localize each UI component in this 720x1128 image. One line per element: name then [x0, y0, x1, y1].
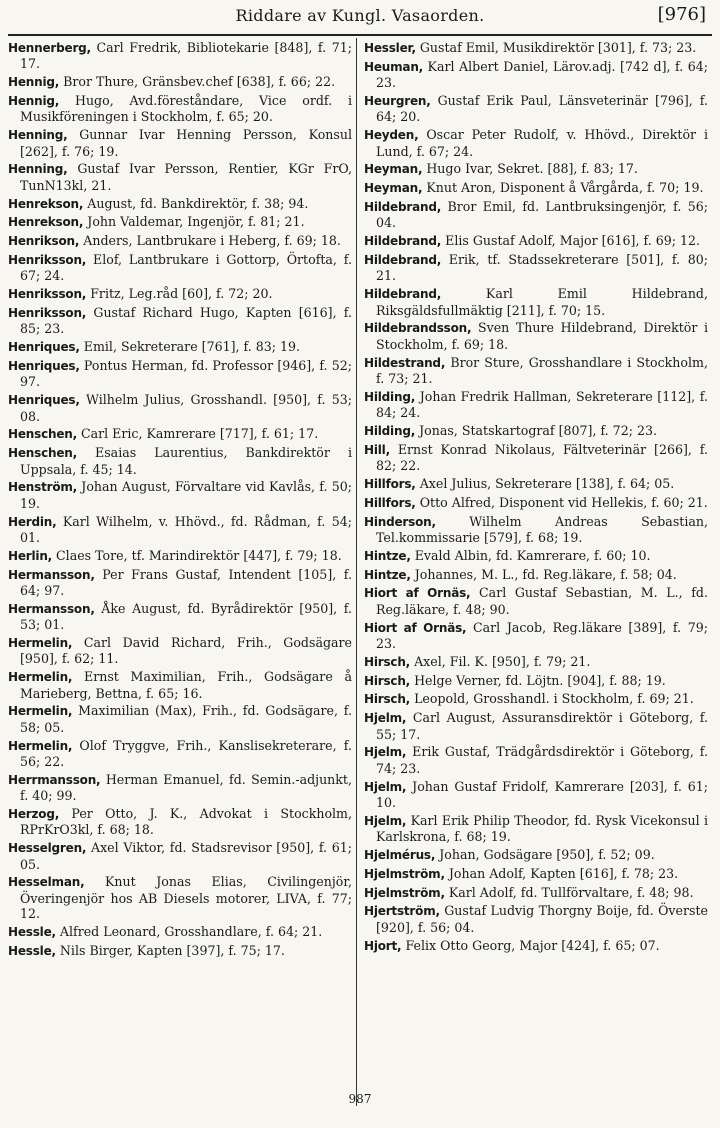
entry-details: Axel Julius, Sekreterare [138], f. 64; 05.: [419, 476, 675, 492]
register-entry: [364, 442, 708, 474]
register-entry: [364, 127, 708, 159]
register-entry: [364, 673, 708, 689]
register-entry: [8, 943, 352, 959]
entry-surname: Henriques,: [8, 359, 80, 373]
register-entry: [8, 233, 352, 249]
register-entry: [8, 161, 352, 193]
register-entry: [364, 495, 708, 511]
entry-surname: Hessler,: [364, 41, 416, 55]
entry-surname: Hermelin,: [8, 704, 73, 719]
register-entry: [364, 320, 708, 352]
register-entry: [364, 620, 708, 652]
entry-details: Sven Thure Hildebrand, Direktör i Stockholm, f. 69; 18.: [376, 320, 708, 352]
entry-surname: Henrekson,: [8, 196, 84, 211]
entry-details: Carl Gustaf Sebastian, M. L., fd. Reg.läkare, f. 48; 90.: [376, 585, 708, 617]
register-entry: [364, 389, 708, 421]
entry-details: Wilhelm Julius, Grosshandl. [950], f. 53; 08.: [20, 392, 352, 424]
entry-details: Pontus Herman, fd. Professor [946], f. 52; 97.: [20, 358, 352, 390]
register-entry: [8, 93, 352, 125]
register-entry: [364, 355, 708, 387]
entry-details: Ernst Konrad Nikolaus, Fältveterinär [266], f. 82; 22.: [376, 441, 708, 474]
register-entry: [364, 59, 708, 91]
entry-surname: Henriksson,: [8, 287, 87, 302]
register-entry: [364, 779, 708, 811]
entry-surname: Henriksson,: [8, 306, 87, 320]
entry-surname: Hennig,: [8, 75, 60, 90]
entry-details: August, fd. Bankdirektör, f. 38; 94.: [87, 195, 309, 211]
entry-details: Bror Thure, Gränsbev.chef [638], f. 66; 22.: [63, 74, 336, 90]
register-entry: [364, 813, 708, 845]
entry-details: Carl Eric, Kamrerare [717], f. 61; 17.: [80, 426, 319, 442]
entry-details: Gustaf Richard Hugo, Kapten [616], f. 85; 23.: [20, 305, 352, 337]
entry-surname: Henschen,: [8, 446, 77, 461]
entry-surname: Hinderson,: [364, 514, 436, 529]
register-entry: [8, 445, 352, 477]
register-entry: [8, 635, 352, 667]
entry-details: Karl Wilhelm, v. Hhövd., fd. Rådman, f. 54; 01.: [20, 513, 352, 546]
entry-surname: Heyman,: [364, 162, 423, 177]
entry-surname: Hintze,: [364, 548, 411, 563]
entry-details: Åke August, fd. Byrådirektör [950], f. 53; 01.: [20, 600, 352, 633]
entry-details: Elof, Lantbrukare i Gottorp, Örtofta, f. 67; 24.: [20, 252, 352, 284]
entry-details: Gustaf Erik Paul, Länsveterinär [796], f. 64; 20.: [376, 93, 708, 125]
register-entry: [8, 924, 352, 940]
entry-details: Knut Aron, Disponent å Vårgårda, f. 70; 19.: [426, 180, 704, 196]
entry-surname: Hjelmström,: [364, 866, 445, 881]
entry-surname: Hildebrand,: [364, 253, 442, 267]
entry-details: Per Frans Gustaf, Intendent [105], f. 64; 97.: [20, 566, 352, 599]
entry-details: John Valdemar, Ingenjör, f. 81; 21.: [87, 214, 305, 230]
entry-surname: Hennig,: [8, 94, 60, 108]
register-entry: [8, 214, 352, 230]
entry-details: Erik, tf. Stadssekreterare [501], f. 80; 21.: [376, 252, 708, 284]
entry-details: Helge Verner, fd. Löjtn. [904], f. 88; 19.: [414, 672, 666, 688]
entry-details: Johan Gustaf Fridolf, Kamrerare [203], f. 61; 10.: [376, 778, 708, 811]
entry-surname: Hillfors,: [364, 477, 416, 492]
entry-surname: Hessle,: [8, 943, 56, 958]
register-entry: [8, 392, 352, 424]
register-entry: [8, 703, 352, 735]
entry-surname: Hesselgren,: [8, 841, 87, 856]
entry-surname: Hirsch,: [364, 692, 411, 707]
entry-details: Hugo, Avd.föreståndare, Vice ordf. i Musikföreningen i Stockholm, f. 65; 20.: [20, 93, 352, 125]
entry-details: Anders, Lantbrukare i Heberg, f. 69; 18.: [83, 233, 341, 249]
entry-details: Johan, Godsägare [950], f. 52; 09.: [439, 847, 655, 863]
entry-surname: Hjertström,: [364, 904, 440, 919]
header-rule: [8, 34, 712, 36]
entry-details: Felix Otto Georg, Major [424], f. 65; 07.: [405, 937, 660, 953]
entry-details: Johan Fredrik Hallman, Sekreterare [112], f. 84; 24.: [376, 388, 708, 421]
entry-surname: Hilding,: [364, 424, 416, 439]
entry-details: Karl Emil Hildebrand, Riksgäldsfullmäktig [211], f. 70; 15.: [376, 286, 708, 318]
entry-surname: Hjelm,: [364, 711, 407, 726]
register-entry: [8, 806, 352, 838]
right-column: [364, 40, 708, 956]
entry-surname: Hintze,: [364, 567, 411, 582]
entry-surname: Hjelm,: [364, 745, 407, 760]
entry-details: Evald Albin, fd. Kamrerare, f. 60; 10.: [414, 547, 651, 563]
register-entry: [364, 548, 708, 564]
entry-details: Gustaf Ivar Persson, Rentier, KGr FrO, TunN13kl, 21.: [20, 161, 352, 193]
entry-surname: Hiort af Ornäs,: [364, 620, 467, 635]
entry-surname: Hillfors,: [364, 495, 416, 510]
register-entry: [364, 744, 708, 776]
entry-details: Erik Gustaf, Trädgårdsdirektör i Göteborg, f. 74; 23.: [376, 744, 708, 776]
register-entry: [8, 514, 352, 546]
register-entry: [8, 479, 352, 511]
entry-details: Johan Adolf, Kapten [616], f. 78; 23.: [448, 865, 679, 881]
entry-surname: Henschen,: [8, 427, 77, 442]
entry-details: Bror Emil, fd. Lantbruksingenjör, f. 56; 04.: [376, 199, 708, 231]
entry-details: Gustaf Ludvig Thorgny Boije, fd. Överste [920], f. 56; 04.: [376, 903, 708, 935]
register-entry: [364, 161, 708, 177]
entry-surname: Hirsch,: [364, 654, 411, 669]
register-entry: [8, 286, 352, 302]
register-entry: [364, 514, 708, 546]
entry-details: Maximilian (Max), Frih., fd. Godsägare, f. 58; 05.: [20, 703, 352, 735]
register-entry: [364, 847, 708, 863]
entry-surname: Hildestrand,: [364, 355, 446, 370]
column-divider: [356, 38, 357, 1106]
entry-details: Ernst Maximilian, Frih., Godsägare å Marieberg, Bettna, f. 65; 16.: [20, 669, 352, 701]
register-entry: [8, 339, 352, 355]
entry-details: Carl David Richard, Frih., Godsägare [950], f. 62; 11.: [20, 635, 353, 667]
register-entry: [364, 252, 708, 284]
register-entry: [8, 669, 352, 701]
entry-surname: Hildebrandsson,: [364, 321, 472, 336]
entry-details: Oscar Peter Rudolf, v. Hhövd., Direktör i Lund, f. 67; 24.: [376, 127, 708, 159]
entry-details: Alfred Leonard, Grosshandlare, f. 64; 21.: [59, 924, 323, 940]
entry-details: Elis Gustaf Adolf, Major [616], f. 69; 12.: [445, 233, 700, 249]
entry-details: Esaias Laurentius, Bankdirektör i Uppsala, f. 45; 14.: [20, 445, 352, 477]
entry-details: Axel Viktor, fd. Stadsrevisor [950], f. 61; 05.: [20, 840, 352, 872]
entry-surname: Hermelin,: [8, 738, 73, 753]
entry-surname: Hirsch,: [364, 673, 411, 688]
register-entry: [364, 938, 708, 954]
register-entry: [8, 601, 352, 633]
entry-details: Johannes, M. L., fd. Reg.läkare, f. 58; 04.: [414, 566, 677, 582]
entry-surname: Hiort af Ornäs,: [364, 586, 471, 601]
register-entry: [8, 305, 352, 337]
entry-surname: Heurgren,: [364, 94, 431, 108]
register-entry: [364, 476, 708, 492]
entry-details: Nils Birger, Kapten [397], f. 75; 17.: [59, 942, 285, 958]
entry-details: Leopold, Grosshandl. i Stockholm, f. 69; 21.: [414, 691, 694, 707]
entry-surname: Hermansson,: [8, 601, 95, 616]
entry-surname: Hildebrand,: [364, 200, 442, 214]
entry-details: Olof Tryggve, Frih., Kanslisekreterare, f. 56; 22.: [20, 737, 352, 770]
entry-surname: Henning,: [8, 162, 68, 177]
entry-surname: Hjelm,: [364, 813, 407, 828]
page-header: [0, 0, 720, 40]
entry-surname: Henrekson,: [8, 215, 84, 230]
entry-surname: Herdin,: [8, 514, 57, 529]
entry-surname: Henriques,: [8, 340, 80, 355]
register-entry: [364, 585, 708, 617]
entry-surname: Hermansson,: [8, 567, 95, 582]
page-title: Riddare av Kungl. Vasaorden.: [235, 6, 485, 25]
entry-surname: Hermelin,: [8, 670, 73, 685]
entry-details: Otto Alfred, Disponent vid Hellekis, f. 60; 21.: [419, 494, 708, 510]
entry-surname: Henning,: [8, 128, 68, 143]
register-entry: [364, 233, 708, 249]
entry-surname: Henriques,: [8, 393, 80, 408]
entry-surname: Hermelin,: [8, 636, 73, 651]
entry-details: Claes Tore, tf. Marindirektör [447], f. 79; 18.: [56, 547, 342, 563]
register-entry: [364, 93, 708, 125]
entry-surname: Hjelmérus,: [364, 848, 436, 863]
left-column: [8, 40, 352, 962]
register-entry: [8, 738, 352, 770]
entry-details: Herman Emanuel, fd. Semin.-adjunkt, f. 40; 99.: [20, 771, 352, 804]
register-entry: [8, 196, 352, 212]
register-entry: [8, 252, 352, 284]
register-entry: [364, 654, 708, 670]
register-entry: [8, 567, 352, 599]
register-entry: [364, 885, 708, 901]
register-entry: [8, 840, 352, 872]
entry-surname: Hennerberg,: [8, 41, 91, 55]
entry-surname: Herzog,: [8, 807, 60, 822]
entry-surname: Heuman,: [364, 59, 424, 74]
entry-surname: Henriksson,: [8, 253, 87, 267]
entry-details: Per Otto, J. K., Advokat i Stockholm, RPrKrO3kl, f. 68; 18.: [20, 806, 352, 838]
entry-surname: Hesselman,: [8, 875, 85, 890]
register-entry: [364, 710, 708, 742]
register-entry: [8, 74, 352, 90]
entry-surname: Hjelmström,: [364, 885, 445, 900]
entry-details: Emil, Sekreterare [761], f. 83; 19.: [83, 339, 301, 355]
register-entry: [8, 40, 352, 72]
entry-details: Karl Adolf, fd. Tullförvaltare, f. 48; 98.: [448, 884, 694, 900]
entry-details: Carl August, Assuransdirektör i Göteborg, f. 55; 17.: [376, 710, 708, 742]
entry-surname: Hildebrand,: [364, 287, 442, 302]
entry-details: Johan August, Förvaltare vid Kavlås, f. 50; 19.: [20, 479, 352, 511]
header-page-number: [976]: [657, 4, 706, 25]
entry-details: Karl Erik Philip Theodor, fd. Rysk Vicekonsul i Karlskrona, f. 68; 19.: [376, 812, 708, 845]
entry-surname: Hjort,: [364, 938, 402, 953]
register-entry: [364, 180, 708, 196]
register-entry: [8, 874, 352, 921]
entry-surname: Heyden,: [364, 128, 419, 143]
register-entry: [8, 358, 352, 390]
entry-surname: Henrikson,: [8, 234, 80, 249]
entry-details: Gustaf Emil, Musikdirektör [301], f. 73; 23.: [419, 40, 697, 55]
entry-details: Carl Jacob, Reg.läkare [389], f. 79; 23.: [376, 619, 708, 652]
register-entry: [364, 423, 708, 439]
entry-surname: Hill,: [364, 442, 390, 457]
register-entry: [8, 772, 352, 804]
entry-details: Carl Fredrik, Bibliotekarie [848], f. 71; 17.: [20, 40, 352, 72]
register-entry: [364, 866, 708, 882]
entry-surname: Hildebrand,: [364, 234, 442, 249]
entry-surname: Hilding,: [364, 389, 416, 404]
entry-surname: Hessle,: [8, 925, 56, 940]
entry-surname: Heyman,: [364, 181, 423, 196]
entry-details: Fritz, Leg.råd [60], f. 72; 20.: [90, 286, 273, 302]
register-entry: [364, 903, 708, 935]
entry-details: Axel, Fil. K. [950], f. 79; 21.: [414, 653, 591, 669]
entry-details: Knut Jonas Elias, Civilingenjör, Överingenjör hos AB Diesels motorer, LIVA, f. 77; 12.: [20, 874, 352, 922]
register-entry: [364, 567, 708, 583]
register-entry: [8, 426, 352, 442]
entry-details: Jonas, Statskartograf [807], f. 72; 23.: [419, 423, 657, 439]
register-entry: [364, 40, 708, 56]
register-entry: [364, 691, 708, 707]
entry-surname: Henström,: [8, 480, 78, 495]
entry-details: Gunnar Ivar Henning Persson, Konsul [262], f. 76; 19.: [20, 127, 352, 159]
register-entry: [8, 548, 352, 564]
entry-surname: Herrmansson,: [8, 772, 101, 787]
entry-surname: Hjelm,: [364, 779, 407, 794]
entry-surname: Herlin,: [8, 548, 53, 563]
register-entry: [364, 286, 708, 318]
page-footer-number: 987: [348, 1092, 372, 1106]
entry-details: Wilhelm Andreas Sebastian, Tel.kommissarie [579], f. 68; 19.: [376, 513, 708, 546]
entry-details: Karl Albert Daniel, Lärov.adj. [742 d], f. 64; 23.: [376, 58, 708, 91]
entry-details: Bror Sture, Grosshandlare i Stockholm, f. 73; 21.: [376, 354, 708, 387]
register-entry: [364, 199, 708, 231]
register-entry: [8, 127, 352, 159]
entry-details: Hugo Ivar, Sekret. [88], f. 83; 17.: [426, 161, 638, 177]
